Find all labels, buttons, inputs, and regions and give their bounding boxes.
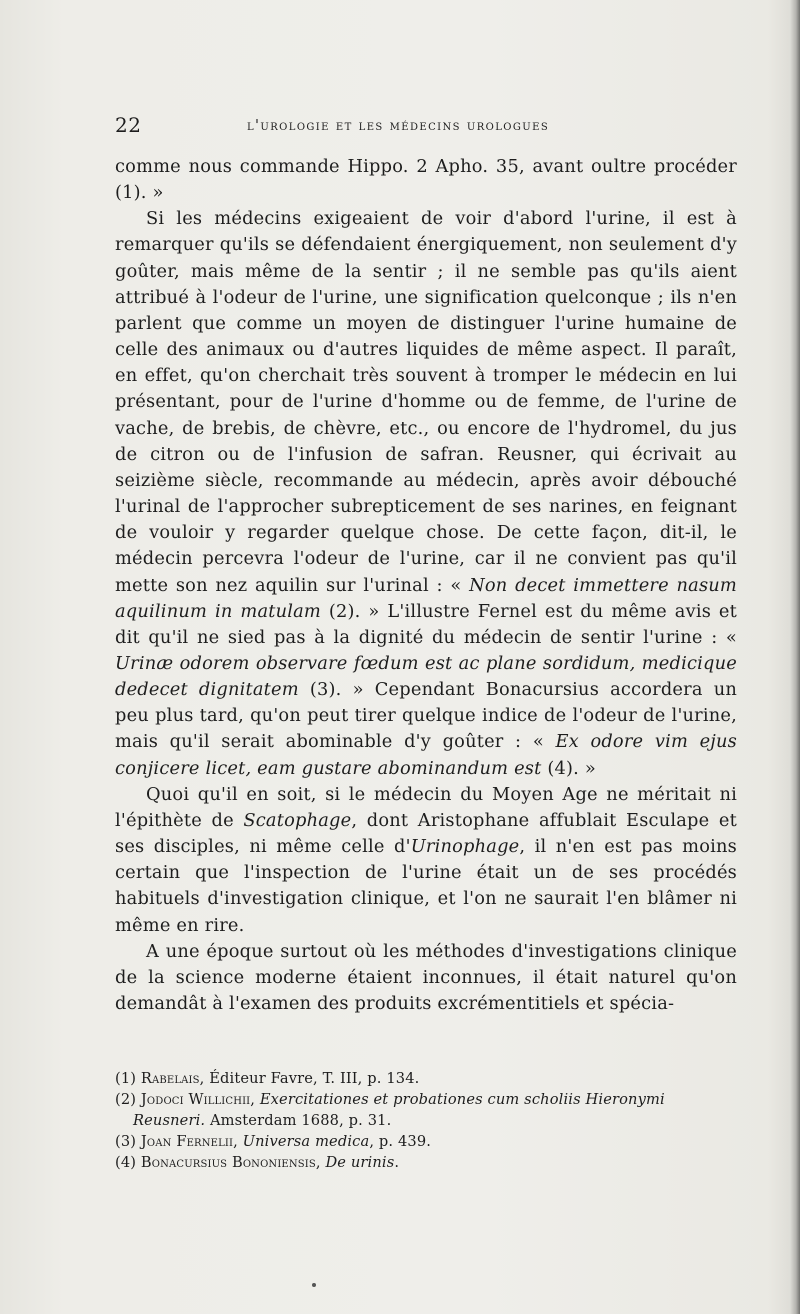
page-edge-shadow [790,0,800,1314]
ink-speck [312,1283,316,1287]
footnote-work: De urinis [325,1154,395,1171]
footnote-author: Bonacursius Bononiensis, [140,1154,321,1171]
latin-quote-bonacursius: Ex odore vim ejus conjicere licet, eam gustare abominandum est [115,731,737,779]
page-number: 22 [115,113,142,137]
latin-quote-fernel: Urinæ odorem observare fœdum est ac plane sordidum, medicique dedecet dignitatem [115,652,737,701]
running-title: l'urologie et les médecins urologues [247,118,550,134]
body-text [115,154,737,1017]
paragraph-scatophage: Quoi qu'il en soit, si le médecin du Moyen Age ne méritait ni l'épithète de Scatophage, dont Aristophane affublait Esculape et ses disciples, ni même celle d'Urinophage, il n'en est pas moins certain que l'inspection de l'urine était un de ses procédés habituels d'investigation clinique, et l'on ne saurait l'en blâmer ni même en rire. [115,783,738,936]
footnotes [115,1068,737,1173]
latin-quote-reusner: Non decet immettere nasum aquilinum in matulam [115,574,737,622]
footnote-3: (3) Joan Fernelii, Universa medica, p. 439. [115,1133,432,1150]
footnote-author: Joan Fernelii, [140,1133,238,1150]
footnote-author: Rabelais, [140,1070,205,1087]
page-header [115,112,737,138]
footnote-author: Jodoci Willichii, [140,1091,256,1108]
paragraph-continued: comme nous commande Hippo. 2 Apho. 35, avant oultre procéder (1). » [115,156,737,204]
footnote-1: (1) Rabelais, Éditeur Favre, T. III, p. 134. [115,1070,420,1087]
footnote-work: Universa medica [242,1133,370,1150]
footnote-work: Exercitationes et probationes cum scholiis Hieronymi Reusneri. [133,1091,665,1129]
paragraph-urine-odor: Si les médecins exigeaient de voir d'abord l'urine, il est à remarquer qu'ils se défendaient énergiquement, non seulement d'y goûter, mais même de la sentir ; il ne semble pas qu'ils aient attribué à l'odeur de l'urine, une signification quelconque ; ils n'en parlent que comme un moyen de distinguer l'urine humaine de celle des animaux ou d'autres liquides de même aspect. Il paraît, en effet, qu'on cherchait très souvent à tromper le médecin en lui présentant, pour de l'urine d'homme ou de femme, de l'urine de vache, de brebis, de chèvre, etc., ou encore de l'hydromel, du jus de citron ou de l'infusion de safran. Reusner, qui écrivait au seizième siècle, recommande au médecin, après avoir débouché l'urinal de l'approcher subrepticement de ses narines, en feignant de vouloir y regarder quelque chose. De cette façon, dit-il, le médecin percevra l'odeur de l'urine, car il ne convient pas qu'il mette son nez aquilin sur l'urinal : « Non decet immettere nasum aquilinum in matulam (2). » L'illustre Fernel est du même avis et dit qu'il ne sied pas à la dignité du médecin de sentir l'urine : « Urinæ odorem observare fœdum est ac plane sordidum, medicique dedecet dignitatem (3). » Cependant Bonacursius accordera un peu plus tard, qu'on peut tirer quelque indice de l'odeur de l'urine, mais qu'il serait abominable d'y goûter : « Ex odore vim ejus conjicere licet, eam gustare abominandum est (4). » [115,208,738,779]
paragraph-epoque: A une époque surtout où les méthodes d'investigations clinique de la science moderne étaient inconnues, il était naturel qu'on demandât à l'examen des produits excrémentitiels et spécia- [115,940,737,1014]
term-scatophage: Scatophage [243,809,352,831]
term-urinophage: Urinophage [410,836,520,858]
footnote-4: (4) Bonacursius Bononiensis, De urinis. [115,1154,400,1171]
footnote-2: (2) Jodoci Willichii, Exercitationes et probationes cum scholiis Hieronymi Reusneri. Amsterdam 1688, p. 31. [115,1091,665,1129]
